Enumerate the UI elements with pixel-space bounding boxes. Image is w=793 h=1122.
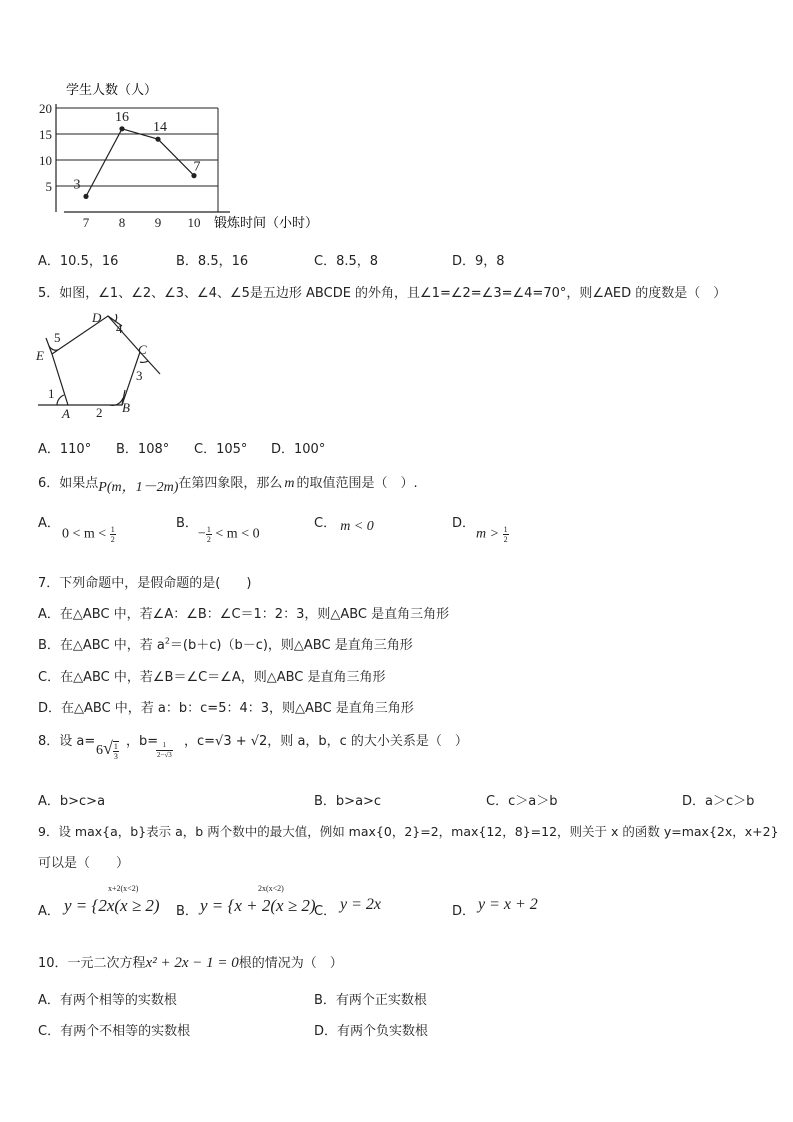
q6-option-b <box>176 512 198 531</box>
q4-option-c: C．8.5，8 <box>314 254 379 269</box>
q9-option-c-main: y = 2x <box>340 896 381 913</box>
x-tick-label-7: 7 <box>82 215 90 230</box>
x-tick-label-8: 8 <box>118 215 126 230</box>
q6-option-c: C． m < 0 <box>314 516 374 534</box>
q8-c-stem: ，c=√3 + √2，则 a，b，c 的大小关系是（ ） <box>184 734 468 749</box>
pentagon <box>52 316 140 405</box>
q9-option-a-main: y = {2x(x ≥ 2) <box>64 896 160 915</box>
x-tick-label-10: 10 <box>187 215 201 230</box>
q8-b-stem: ，b= <box>126 734 159 749</box>
label-4: 4 <box>116 321 123 336</box>
y-axis-label: 学生人数（人） <box>66 83 158 98</box>
q9-option-b: B． <box>176 904 198 919</box>
label-E: E <box>36 348 44 363</box>
q5-option-c: C．105° <box>194 442 248 457</box>
q7-option-b: B．在△ABC 中，若 $a^2=(b+c)(b-c)$，则△ABC 是直角三角形 <box>38 636 413 653</box>
line-chart <box>0 0 360 240</box>
q9-option-c: C． <box>314 904 337 919</box>
q8-stem: 8．设 a= <box>38 734 96 749</box>
q6-stem-pre: 6．如果点 <box>38 476 99 491</box>
label-B: B <box>122 400 130 415</box>
q6-option-d-math: m > $\frac{1}{2}$ <box>476 525 508 544</box>
q6-a-fraction: $\frac{1}{2}$ <box>110 525 115 544</box>
data-point-9 <box>155 137 160 142</box>
q5-option-d: D．100° <box>271 442 326 457</box>
q6-option-b-math: − $\frac{1}{2}$ < m < 0 <box>198 525 260 544</box>
q4-option-b: B．8.5，16 <box>176 254 249 269</box>
q4-option-a: A．10.5，16 <box>38 254 119 269</box>
q7-stem: 7．下列命题中，是假命题的是( ) <box>38 576 252 591</box>
q9-option-d-main: y = x + 2 <box>478 896 538 913</box>
data-label-8: 16 <box>115 109 129 125</box>
pentagon-figure <box>30 308 170 420</box>
q9-option-a: A． <box>38 904 60 919</box>
q10-option-a: A．有两个相等的实数根 <box>38 993 177 1008</box>
q10-stem: 10．一元二次方程x² + 2x − 1 = 0根的情况为（ ） <box>38 955 343 971</box>
label-D: D <box>92 310 102 325</box>
data-label-10: 7 <box>193 159 201 175</box>
q9-option-d: D． <box>452 904 476 919</box>
label-C: C <box>138 342 147 357</box>
label-3: 3 <box>136 368 143 383</box>
q8-option-c: C．c＞a＞b <box>486 794 558 809</box>
y-tick-label-10: 10 <box>39 153 52 168</box>
q7-option-c: C．在△ABC 中，若∠B＝∠C＝∠A，则△ABC 是直角三角形 <box>38 670 386 685</box>
q7-option-a: A．在△ABC 中，若∠A：∠B：∠C＝1：2：3，则△ABC 是直角三角形 <box>38 607 450 622</box>
q6-stem-post: 在第四象限，那么 <box>178 476 283 491</box>
q6-option-d: D． <box>452 516 476 531</box>
q6-a-pre: 0 < m < <box>62 526 107 542</box>
q9-option-a-top: x+2(x<2) <box>108 884 139 893</box>
q5-option-b: B．108° <box>116 442 170 457</box>
q10-option-c: C．有两个不相等的实数根 <box>38 1024 191 1039</box>
q8-a-value: 6√ $\frac{1}{3}$ <box>96 738 118 761</box>
q9-stem-line2: 可以是（ ） <box>38 856 130 871</box>
q9-option-b-main: y = {x + 2(x ≥ 2) <box>200 896 316 915</box>
x-tick-label-9: 9 <box>154 215 162 230</box>
q10-option-b: B．有两个正实数根 <box>314 993 427 1008</box>
q6-var: m <box>284 476 295 491</box>
data-point-7 <box>83 194 88 199</box>
q10-option-d: D．有两个负实数根 <box>314 1024 429 1039</box>
angle-arc-3 <box>140 361 148 362</box>
label-1: 1 <box>48 386 55 401</box>
y-tick-label-15: 15 <box>39 127 52 142</box>
q4-option-d: D．9，8 <box>452 254 505 269</box>
q6-b-fraction: $\frac{1}{2}$ <box>206 525 211 544</box>
data-point-8 <box>119 126 124 131</box>
q6-option-a <box>38 512 60 531</box>
q7-option-d: D．在△ABC 中，若 a：b：c=5：4：3，则△ABC 是直角三角形 <box>38 701 414 716</box>
q8-option-b: B．b>a>c <box>314 794 382 809</box>
angle-arc-1 <box>57 395 64 405</box>
q6-option-a-math <box>62 525 116 544</box>
q6-stem-end: 的取值范围是（ ）. <box>296 476 418 491</box>
q9-stem-line1: 9．设 max{a，b}表示 a，b 两个数中的最大值，例如 max{0，2}=2，max{12，8}=12，则关于 x 的函数 y=max{2x，x+2} <box>38 824 779 839</box>
q5-stem: 5．如图，∠1、∠2、∠3、∠4、∠5是五边形 ABCDE 的外角，且∠1=∠2=∠3=∠4=70°，则∠AED 的度数是（ ） <box>38 286 727 301</box>
q6-option-a-label: A． <box>38 516 60 531</box>
q8-b-value: $\frac{1}{2-√3}$ <box>157 741 172 759</box>
q6-d-fraction: $\frac{1}{2}$ <box>503 525 508 544</box>
q6-stem <box>38 472 418 495</box>
q8-option-d: D．a＞c＞b <box>682 794 755 809</box>
q6-point: P(m，1－2m) <box>98 480 179 495</box>
data-label-9: 14 <box>153 120 167 136</box>
data-label-7: 3 <box>73 177 81 193</box>
q9-option-b-top: 2x(x<2) <box>258 884 284 893</box>
y-tick-label-5: 5 <box>45 179 52 194</box>
y-tick-label-20: 20 <box>39 101 52 116</box>
label-2: 2 <box>96 405 103 420</box>
label-A: A <box>62 406 70 420</box>
q8-option-a: A．b>c>a <box>38 794 106 809</box>
label-5: 5 <box>54 330 61 345</box>
q5-option-a: A．110° <box>38 442 92 457</box>
q6-option-b-label: B． <box>176 516 198 531</box>
x-axis-label: 锻炼时间（小时） <box>214 216 319 231</box>
